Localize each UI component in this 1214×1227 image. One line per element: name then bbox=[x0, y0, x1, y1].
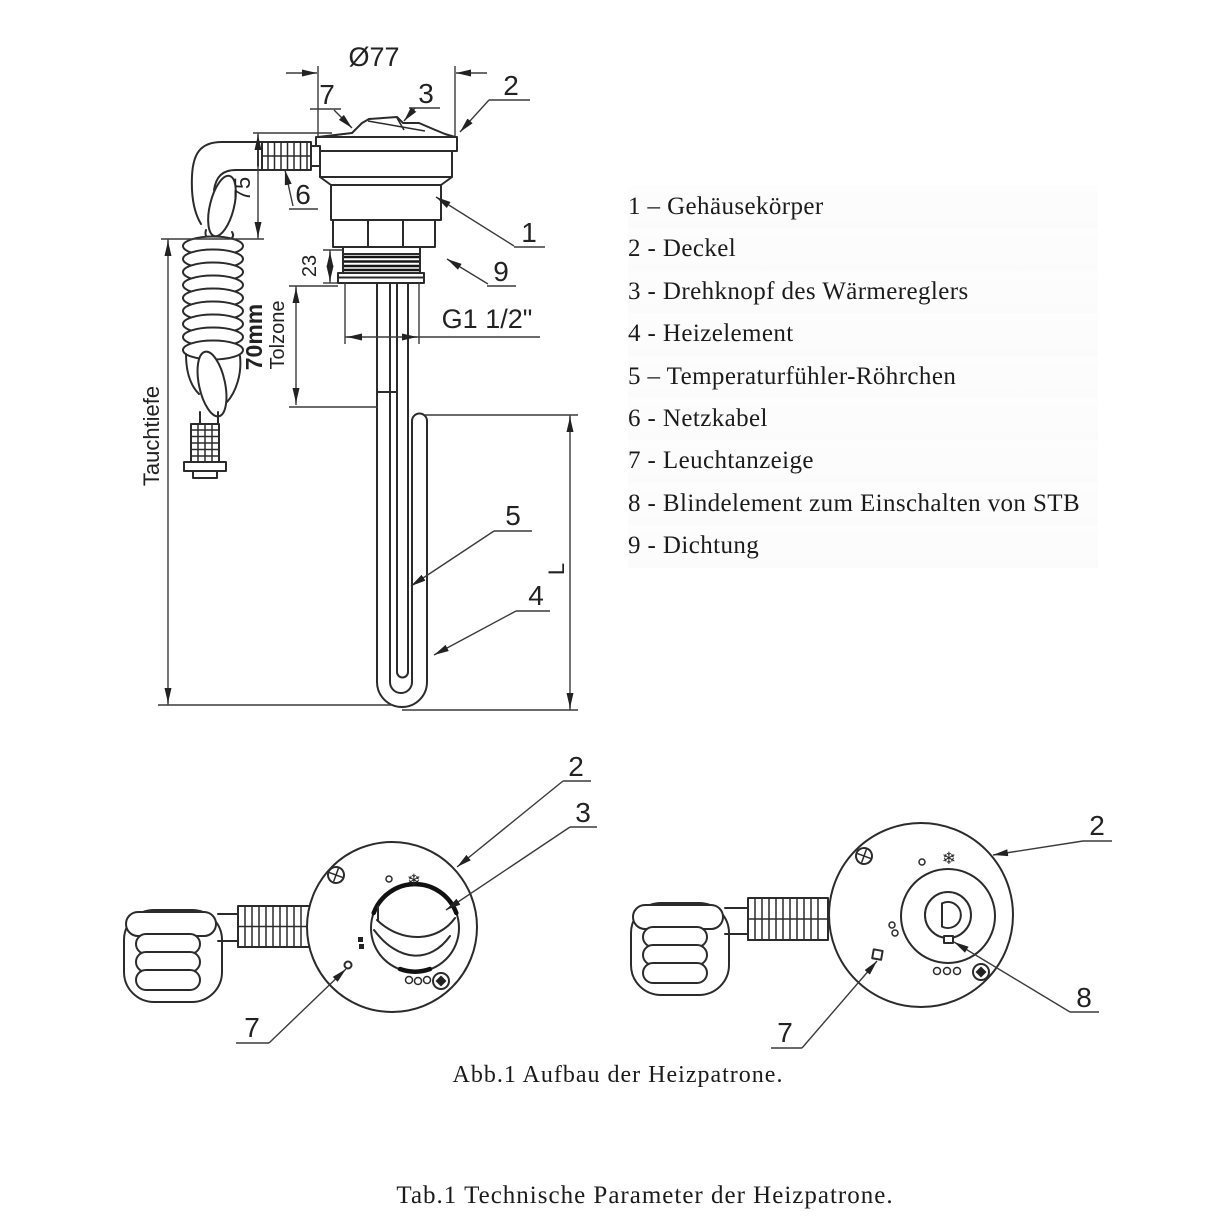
legend-item-1: 1 – Gehäusekörper bbox=[628, 186, 1098, 228]
plug-side bbox=[184, 412, 226, 478]
callout-3: 3 bbox=[418, 78, 434, 109]
dim-thread-size bbox=[345, 283, 540, 344]
callout-2: 2 bbox=[568, 751, 584, 782]
dim-diameter bbox=[286, 42, 487, 136]
callout-1: 1 bbox=[521, 217, 537, 248]
sealing-washer bbox=[338, 273, 424, 283]
legend-item-2: 2 - Deckel bbox=[628, 228, 1098, 270]
snowflake-icon: ❄ bbox=[941, 849, 957, 869]
snowflake-icon: ❄ bbox=[406, 871, 422, 891]
side-view bbox=[139, 42, 578, 710]
legend-item-7: 7 - Leuchtanzeige bbox=[628, 440, 1098, 482]
cable-coil bbox=[183, 237, 243, 360]
callout-6: 6 bbox=[295, 179, 311, 210]
dim-immersion-depth-label: Tauchtiefe bbox=[139, 385, 164, 487]
callout-4: 4 bbox=[528, 580, 544, 611]
callout-8: 8 bbox=[1076, 982, 1092, 1013]
legend-item-9: 9 - Dichtung bbox=[628, 525, 1098, 567]
dim-dead-zone-value: 70mm bbox=[241, 303, 267, 371]
housing-body bbox=[331, 185, 441, 220]
dim-thread-height bbox=[299, 250, 343, 283]
legend-item-5: 5 – Temperaturfühler-Röhrchen bbox=[628, 356, 1098, 398]
callout-2: 2 bbox=[503, 70, 519, 101]
dim-cable-height-label: 75 bbox=[230, 176, 255, 202]
callout-7: 7 bbox=[319, 79, 335, 110]
figure-caption: Abb.1 Aufbau der Heizpatrone. bbox=[452, 1062, 784, 1088]
callout-7: 7 bbox=[777, 1017, 793, 1048]
bottom-view-blind bbox=[631, 810, 1112, 1048]
dim-diameter-label: Ø77 bbox=[348, 42, 400, 72]
dial-mark bbox=[359, 944, 364, 949]
dim-dead-zone bbox=[241, 286, 378, 407]
legend-item-3: 3 - Drehknopf des Wärmereglers bbox=[628, 271, 1098, 313]
lid-rim bbox=[316, 137, 457, 151]
parts-legend bbox=[628, 186, 1098, 568]
hex-nut bbox=[333, 220, 435, 247]
pipe-thread bbox=[343, 254, 420, 273]
sensor-tube bbox=[397, 283, 408, 678]
dim-thread-size-label: G1 1/2" bbox=[441, 304, 533, 334]
dial-mark bbox=[358, 937, 363, 942]
dim-dead-zone-label: Tolzone bbox=[267, 300, 289, 370]
collar bbox=[343, 247, 420, 254]
callout-7: 7 bbox=[244, 1012, 260, 1043]
callout-5: 5 bbox=[505, 500, 521, 531]
callout-2: 2 bbox=[1089, 810, 1105, 841]
callout-9: 9 bbox=[493, 256, 509, 287]
bottom-view-knob bbox=[124, 751, 597, 1043]
legend-item-4: 4 - Heizelement bbox=[628, 313, 1098, 355]
upper-housing bbox=[320, 151, 452, 177]
callout-3: 3 bbox=[575, 797, 591, 828]
heating-element-tube bbox=[377, 283, 427, 707]
legend-item-6: 6 - Netzkabel bbox=[628, 398, 1098, 440]
strain-relief bbox=[258, 142, 320, 170]
dim-element-length bbox=[402, 415, 578, 710]
table-caption: Tab.1 Technische Parameter der Heizpatrone. bbox=[396, 1182, 894, 1209]
dim-thread-height-label: 23 bbox=[299, 254, 321, 278]
legend-item-8: 8 - Blindelement zum Einschalten von STB bbox=[628, 483, 1098, 525]
plug-right bbox=[631, 898, 828, 995]
thermostat-knob-profile bbox=[318, 117, 455, 137]
plug-left bbox=[124, 906, 310, 1002]
dim-element-length-label: L bbox=[544, 562, 569, 576]
